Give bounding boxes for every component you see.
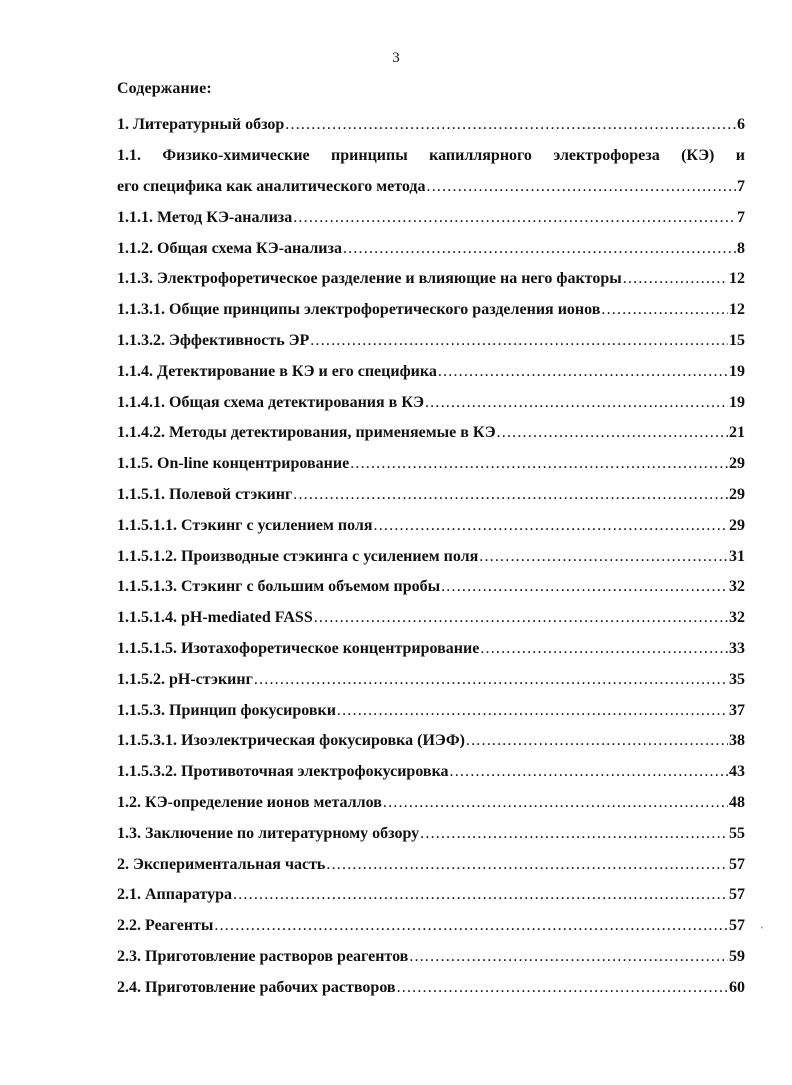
toc-entry-label: 2. Экспериментальная часть	[117, 855, 326, 873]
toc-entry	[117, 295, 745, 326]
toc-entry-page: 7	[737, 177, 745, 195]
toc-entry-page: 31	[729, 547, 745, 565]
scan-speck: `	[760, 924, 764, 938]
toc-entry	[117, 418, 745, 449]
toc-leader-dots	[409, 948, 728, 966]
toc-entry-label: 1.1.1. Метод КЭ-анализа	[117, 208, 293, 226]
toc-entry-page: 57	[729, 917, 745, 935]
toc-entry	[117, 326, 745, 357]
toc-leader-dots	[450, 763, 728, 781]
toc-entry	[117, 726, 745, 757]
toc-entry-label: 1.1.5. On-line концентрирование	[117, 455, 350, 473]
toc-entry-page: 29	[729, 516, 745, 534]
toc-entry-label: 1.1.5.1.2. Производные стэкинга с усилением поля	[117, 547, 479, 565]
toc-entry-label: 1.1.5.1. Полевой стэкинг	[117, 485, 293, 503]
toc-leader-dots	[427, 172, 737, 203]
toc-entry-page: 48	[729, 793, 745, 811]
toc-entry-label: 1.1.2. Общая схема КЭ-анализа	[117, 239, 342, 257]
toc-entry	[117, 849, 745, 880]
toc-entry-page: 19	[729, 393, 745, 411]
toc-leader-dots	[214, 917, 728, 935]
toc-entry-label: 1.1.5.3.2. Противоточная электрофокусировка	[117, 763, 449, 781]
toc-leader-dots	[293, 486, 728, 504]
toc-entry-page: 32	[729, 609, 745, 627]
toc-entry-page: 19	[729, 362, 745, 380]
toc-entry	[117, 202, 745, 233]
toc-entry-label: 1.1.5.3.1. Изоэлектрическая фокусировка (ИЭФ)	[117, 732, 465, 750]
toc-entry	[117, 695, 745, 726]
toc-entry	[117, 572, 745, 603]
toc-leader-dots	[383, 794, 728, 812]
toc-entry	[117, 264, 745, 295]
toc-entry	[117, 664, 745, 695]
toc-entry-page: 60	[729, 978, 745, 996]
toc-entry-label: 1.3. Заключение по литературному обзору	[117, 824, 420, 842]
toc-entry-label: 1.1.3.1. Общие принципы электрофоретического разделения ионов	[117, 301, 601, 319]
toc-entry-page: 43	[729, 763, 745, 781]
toc-entry	[117, 449, 745, 480]
toc-leader-dots	[310, 332, 728, 350]
toc-entry-page: 6	[737, 116, 745, 134]
toc-entry-label: 1.1.5.1.3. Стэкинг с большим объемом пробы	[117, 578, 441, 596]
toc-entry	[117, 480, 745, 511]
toc-entry	[117, 356, 745, 387]
toc-entry	[117, 818, 745, 849]
toc-entry-page: 15	[729, 331, 745, 349]
toc-entry-page: 55	[729, 824, 745, 842]
toc-entry	[117, 141, 745, 203]
toc-entry	[117, 387, 745, 418]
toc-leader-dots	[374, 517, 728, 535]
toc-entry-label: 1. Литературный обзор	[117, 116, 285, 134]
toc-entry	[117, 510, 745, 541]
toc-entry	[117, 541, 745, 572]
toc-leader-dots	[480, 640, 728, 658]
toc-entry-page: 32	[729, 578, 745, 596]
toc-entry-label: 2.3. Приготовление растворов реагентов	[117, 947, 409, 965]
toc-leader-dots	[438, 363, 728, 381]
toc-entry-label: 1.1.3. Электрофоретическое разделение и влияющие на него факторы	[117, 270, 622, 288]
table-of-contents	[117, 110, 745, 1003]
toc-leader-dots	[601, 301, 728, 319]
toc-leader-dots	[441, 578, 728, 596]
toc-entry-page: 29	[729, 455, 745, 473]
toc-entry	[117, 634, 745, 665]
toc-entry-page: 35	[729, 670, 745, 688]
toc-entry-label: 2.1. Аппаратура	[117, 886, 233, 904]
toc-entry-label-line1: 1.1. Физико-химические принципы капиллярного электрофореза (КЭ) и	[117, 146, 745, 164]
toc-entry-label-line2: его специфика как аналитического метода	[117, 177, 426, 195]
toc-entry-label: 1.1.4.1. Общая схема детектирования в КЭ	[117, 393, 424, 411]
toc-leader-dots	[425, 394, 728, 412]
toc-leader-dots	[350, 455, 728, 473]
toc-entry-second-line	[117, 172, 745, 203]
toc-entry-page: 33	[729, 639, 745, 657]
toc-leader-dots	[623, 270, 728, 288]
toc-entry-label: 1.1.3.2. Эффективность ЭР	[117, 331, 310, 349]
toc-entry-label: 1.1.4. Детектирование в КЭ и его специфика	[117, 362, 437, 380]
toc-entry	[117, 788, 745, 819]
toc-entry	[117, 233, 745, 264]
toc-entry-page: 38	[729, 732, 745, 750]
toc-leader-dots	[314, 609, 728, 627]
toc-entry-label: 1.1.4.2. Методы детектирования, применяемые в КЭ	[117, 424, 496, 442]
toc-entry-label: 2.4. Приготовление рабочих растворов	[117, 978, 396, 996]
toc-entry-page: 12	[729, 270, 745, 288]
toc-leader-dots	[343, 240, 736, 258]
toc-entry-page: 7	[737, 208, 745, 226]
toc-title: Содержание:	[117, 80, 212, 97]
toc-entry-label: 1.1.5.3. Принцип фокусировки	[117, 701, 336, 719]
toc-entry	[117, 911, 745, 942]
toc-entry	[117, 110, 745, 141]
toc-leader-dots	[397, 979, 728, 997]
toc-entry-page: 57	[729, 886, 745, 904]
toc-entry-page: 29	[729, 485, 745, 503]
page-number: 3	[392, 50, 400, 66]
toc-entry-page: 8	[737, 239, 745, 257]
toc-leader-dots	[497, 424, 728, 442]
toc-entry-label: 1.2. КЭ-определение ионов металлов	[117, 793, 382, 811]
toc-entry-page: 57	[729, 855, 745, 873]
toc-leader-dots	[254, 671, 728, 689]
toc-entry-label: 1.1.5.1.1. Стэкинг с усилением поля	[117, 516, 373, 534]
toc-entry-label: 1.1.5.2. pH-стэкинг	[117, 670, 253, 688]
toc-leader-dots	[337, 702, 728, 720]
toc-entry	[117, 603, 745, 634]
toc-entry-page: 12	[729, 301, 745, 319]
toc-entry	[117, 880, 745, 911]
toc-leader-dots	[233, 886, 728, 904]
toc-entry	[117, 757, 745, 788]
toc-entry-label: 1.1.5.1.4. pH-mediated FASS	[117, 609, 313, 627]
toc-entry-page: 37	[729, 701, 745, 719]
toc-entry-label: 2.2. Реагенты	[117, 917, 214, 935]
toc-entry	[117, 942, 745, 973]
toc-leader-dots	[326, 856, 728, 874]
toc-entry-label: 1.1.5.1.5. Изотахофоретическое концентрирование	[117, 639, 480, 657]
toc-entry-page: 59	[729, 947, 745, 965]
toc-leader-dots	[466, 732, 728, 750]
toc-entry-page: 21	[729, 424, 745, 442]
toc-entry	[117, 972, 745, 1003]
toc-leader-dots	[285, 116, 736, 134]
toc-leader-dots	[293, 209, 736, 227]
toc-leader-dots	[420, 825, 728, 843]
toc-leader-dots	[479, 548, 728, 566]
